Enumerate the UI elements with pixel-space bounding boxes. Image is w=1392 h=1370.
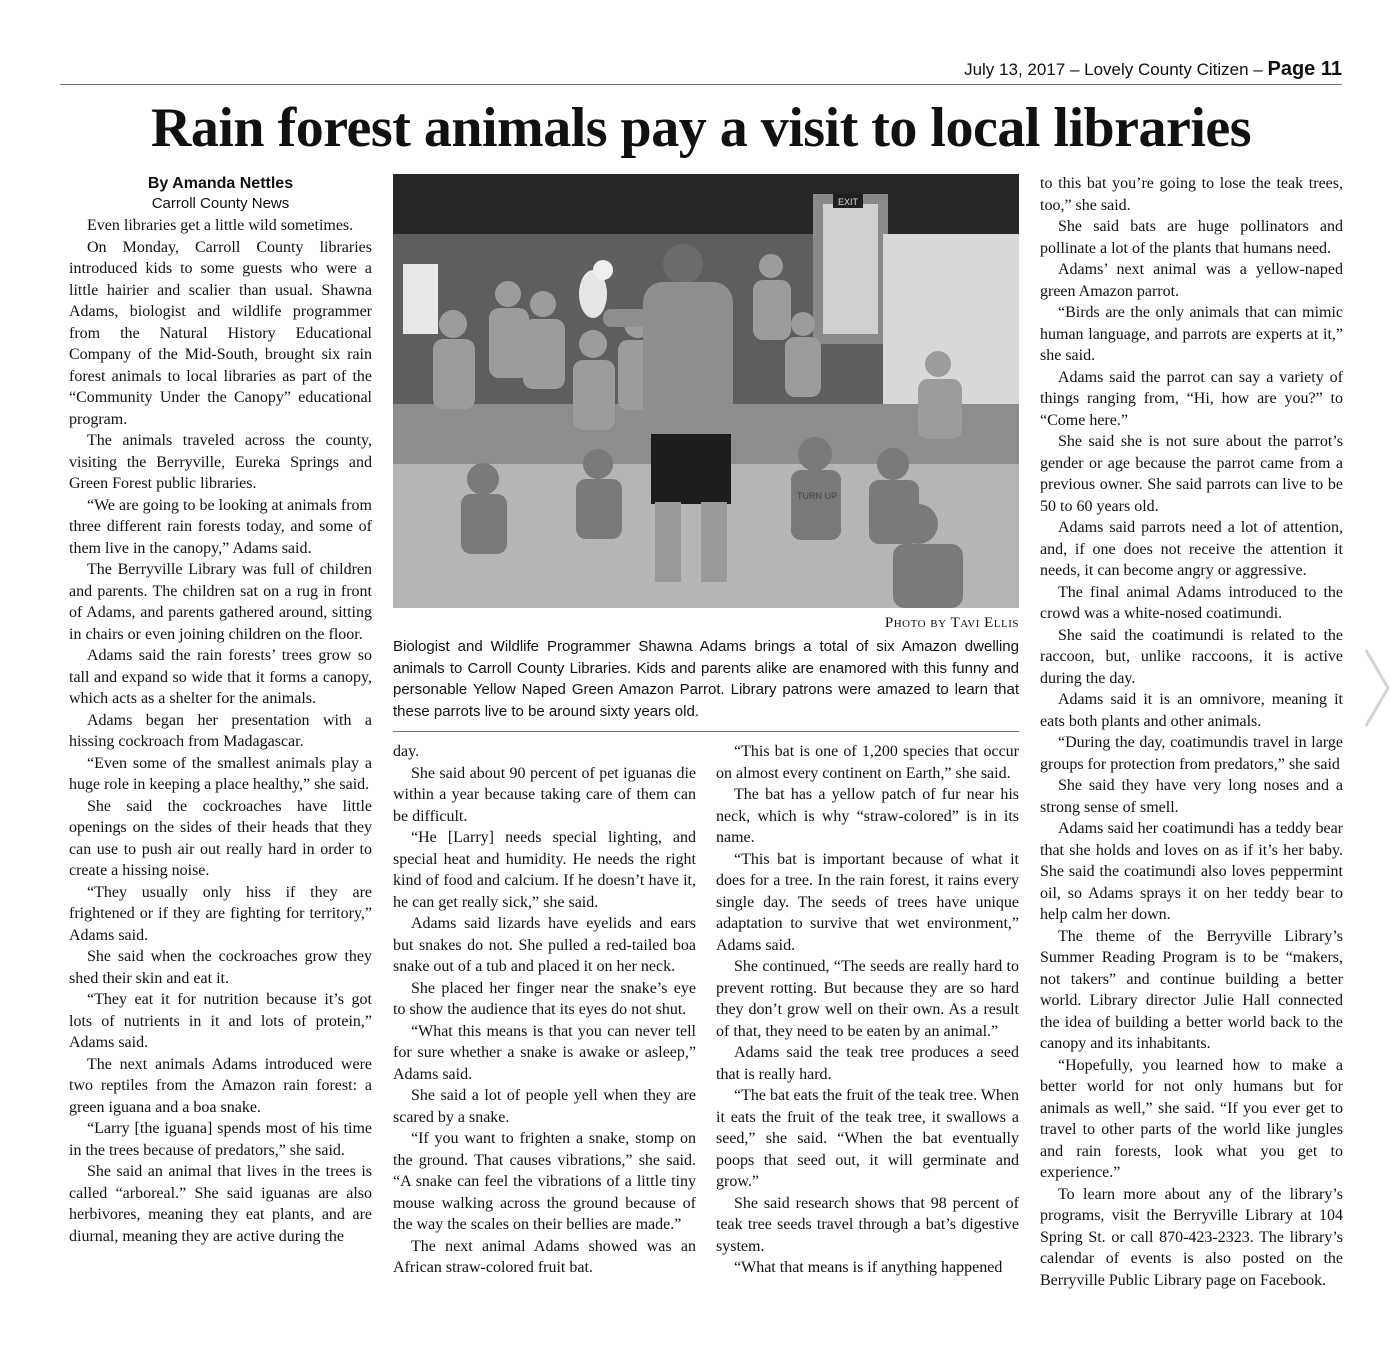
paragraph: Even libraries get a little wild sometimes. (87, 217, 354, 234)
paragraph: “This bat is one of 1,200 species that occur on almost every continent on Earth,” she said. (716, 743, 1019, 782)
paragraph: The bat has a yellow patch of fur near his neck, which is why “straw-colored” is in its name. (716, 786, 1019, 846)
paragraph: Adams said the rain forests’ trees grow so tall and expand so wide that it forms a canopy, which acts as a shelter for the animals. (69, 647, 372, 707)
photo-caption: Biologist and Wildlife Programmer Shawna Adams brings a total of six Amazon dwelling animals to Carroll County Libraries. Kids and parents alike are enamored with this funny and personable Yellow Naped Green Amazon Parrot. Library patrons were amazed to learn that these parrots live to be around sixty years old. (393, 638, 1019, 720)
article-column-1 (69, 215, 372, 1247)
paragraph: Adams said the parrot can say a variety of things ranging from, “Hi, how are you?” to “Come here.” (1040, 368, 1343, 429)
paragraph: She said an animal that lives in the trees is called “arboreal.” She said iguanas are also herbivores, meaning they eat plants, and are diurnal, meaning they are active during the (69, 1163, 372, 1245)
paragraph: She said about 90 percent of pet iguanas die within a year because taking care of them can be difficult. (393, 764, 696, 825)
header-divider (60, 84, 1342, 85)
paragraph: “Hopefully, you learned how to make a better world for not only humans but for animals as well,” she said. “If you ever get to travel to other parts of the world like jungles and rain forests, look what you get to experience.” (1040, 1056, 1343, 1181)
paragraph: The Berryville Library was full of children and parents. The children sat on a rug in front of Adams, and parents gathered around, sitting in chairs or even joining children on the floor. (69, 561, 372, 643)
paragraph: Adams said the teak tree produces a seed that is really hard. (716, 1044, 1019, 1083)
paragraph: She said she is not sure about the parrot’s gender or age because the parrot came from a previous owner. She said parrots can live to be 50 to 60 years old. (1040, 433, 1343, 515)
paragraph: Adams said her coatimundi has a teddy bear that she holds and loves on as if it’s her baby. She said the coatimundi also loves peppermint oil, so Adams sprays it on her teddy bear to help calm her down. (1040, 820, 1343, 923)
page-number: Page 11 (1267, 58, 1342, 80)
paragraph: “If you want to frighten a snake, stomp on the ground. That causes vibrations,” she said. “A snake can feel the vibrations of a little tiny mouse walking across the ground because of the way the scales on their bellies are made.” (393, 1130, 696, 1233)
paragraph: Adams said lizards have eyelids and ears but snakes do not. She pulled a red-tailed boa snake out of a tub and placed it on her neck. (393, 915, 696, 975)
paragraph: “They eat it for nutrition because it’s got lots of nutrients in it and lots of protein,” Adams said. (69, 991, 372, 1051)
publication-name: Lovely County Citizen (1084, 60, 1249, 79)
paragraph: Adams’ next animal was a yellow-naped green Amazon parrot. (1040, 261, 1343, 300)
paragraph: “He [Larry] needs special lighting, and special heat and humidity. He needs the right kind of food and calcium. If he doesn’t have it, he can get really sick,” she said. (393, 829, 696, 911)
issue-date: July 13, 2017 (964, 60, 1066, 79)
paragraph: Adams began her presentation with a hissing cockroach from Madagascar. (69, 711, 372, 750)
author-organization: Carroll County News (151, 195, 290, 212)
byline (69, 174, 372, 214)
paragraph: “Larry [the iguana] spends most of his time in the trees because of predators,” she said. (69, 1120, 372, 1159)
paragraph: The theme of the Berryville Library’s Summer Reading Program is to be “makers, not takers” and continue building a better world. Library director Julie Hall connected the idea of building a better world back to the canopy and its inhabitants. (1040, 927, 1343, 1052)
caption-divider (393, 731, 1019, 732)
paragraph: She said the coatimundi is related to the raccoon, but, unlike raccoons, it is active during the day. (1040, 626, 1343, 687)
paragraph: She said they have very long noses and a strong sense of smell. (1040, 777, 1343, 816)
paragraph: “They usually only hiss if they are frightened or if they are fighting for territory,” Adams said. (69, 883, 372, 944)
paragraph: She placed her finger near the snake’s eye to show the audience that its eyes do not shut. (393, 979, 696, 1018)
photo-credit: Photo by Tavi Ellis (884, 615, 1019, 631)
shirt-text: TURN UP (797, 491, 837, 501)
paragraph: “During the day, coatimundis travel in large groups for protection from predators,” she said (1040, 734, 1343, 773)
paragraph: The final animal Adams introduced to the crowd was a white-nosed coatimundi. (1040, 583, 1343, 622)
paragraph: She said when the cockroaches grow they shed their skin and eat it. (69, 948, 372, 987)
paragraph: She continued, “The seeds are really hard to prevent rotting. But because they are so hard they don’t grow well on their own. As a result of that, they need to be eaten by an animal.” (716, 958, 1019, 1040)
paragraph: She said the cockroaches have little openings on the sides of their heads that they can use to push air out really hard in order to create a hissing noise. (69, 797, 372, 879)
paragraph: To learn more about any of the library’s programs, visit the Berryville Library at 104 Spring St. or call 870-423-2323. The library’s calendar of events is also posted on the Berryville Public Library page on Facebook. (1040, 1185, 1343, 1289)
paragraph: “This bat is important because of what it does for a tree. In the rain forest, it rains every single day. The seeds of trees have unique adaptation to survive that wet environment,” Adams said. (716, 850, 1019, 954)
paragraph: The next animals Adams introduced were two reptiles from the Amazon rain forest: a green iguana and a boa snake. (69, 1055, 372, 1116)
article-column-4 (1040, 173, 1343, 1291)
paragraph: She said bats are huge pollinators and pollinate a lot of the plants that humans need. (1040, 218, 1343, 257)
paragraph: “What this means is that you can never tell for sure whether a snake is awake or asleep,” Adams said. (393, 1022, 696, 1083)
article-photo (393, 174, 1019, 608)
article-column-3 (716, 741, 1019, 1279)
paragraph: Adams said parrots need a lot of attention, and, if one does not receive the attention it needs, it can become angry or aggressive. (1040, 519, 1343, 579)
page-masthead: July 13, 2017 – Lovely County Citizen – Page 11 (964, 58, 1342, 80)
paragraph: On Monday, Carroll County libraries introduced kids to some guests who were a little hairier and scalier than usual. Shawna Adams, biologist and wildlife programmer from the Natural History Educational Company of the Mid-South, brought six rain forest animals to local libraries as part of the “Community Under the Canopy” educational program. (69, 238, 372, 428)
paragraph: “Even some of the smallest animals play a huge role in keeping a place healthy,” she said. (69, 754, 372, 793)
paragraph: to this bat you’re going to lose the teak trees, too,” she said. (1040, 175, 1343, 214)
paragraph: “Birds are the only animals that can mimic human language, and parrots are experts at it,” she said. (1040, 304, 1343, 364)
paragraph: She said research shows that 98 percent of teak tree seeds travel through a bat’s digestive system. (716, 1194, 1019, 1255)
paragraph: The animals traveled across the county, visiting the Berryville, Eureka Springs and Green Forest public libraries. (69, 432, 372, 492)
paragraph: day. (393, 743, 420, 760)
article-column-2 (393, 741, 696, 1279)
paragraph: “We are going to be looking at animals from three different rain forests today, and some of them live in the canopy,” Adams said. (69, 496, 372, 557)
exit-sign: EXIT (837, 197, 859, 207)
paragraph: “The bat eats the fruit of the teak tree. When it eats the fruit of the teak tree, it swallows a seed,” she said. “When the bat eventually poops that seed out, it will germinate and grow.” (716, 1087, 1019, 1190)
paragraph: Adams said it is an omnivore, meaning it eats both plants and other animals. (1040, 691, 1343, 730)
paragraph: “What that means is if anything happened (734, 1259, 1003, 1276)
author-name: By Amanda Nettles (147, 175, 294, 192)
chevron-right-icon[interactable] (1362, 646, 1392, 730)
paragraph: The next animal Adams showed was an African straw-colored fruit bat. (393, 1237, 696, 1276)
article-headline: Rain forest animals pay a visit to local libraries (150, 97, 1252, 159)
paragraph: She said a lot of people yell when they are scared by a snake. (393, 1087, 696, 1126)
